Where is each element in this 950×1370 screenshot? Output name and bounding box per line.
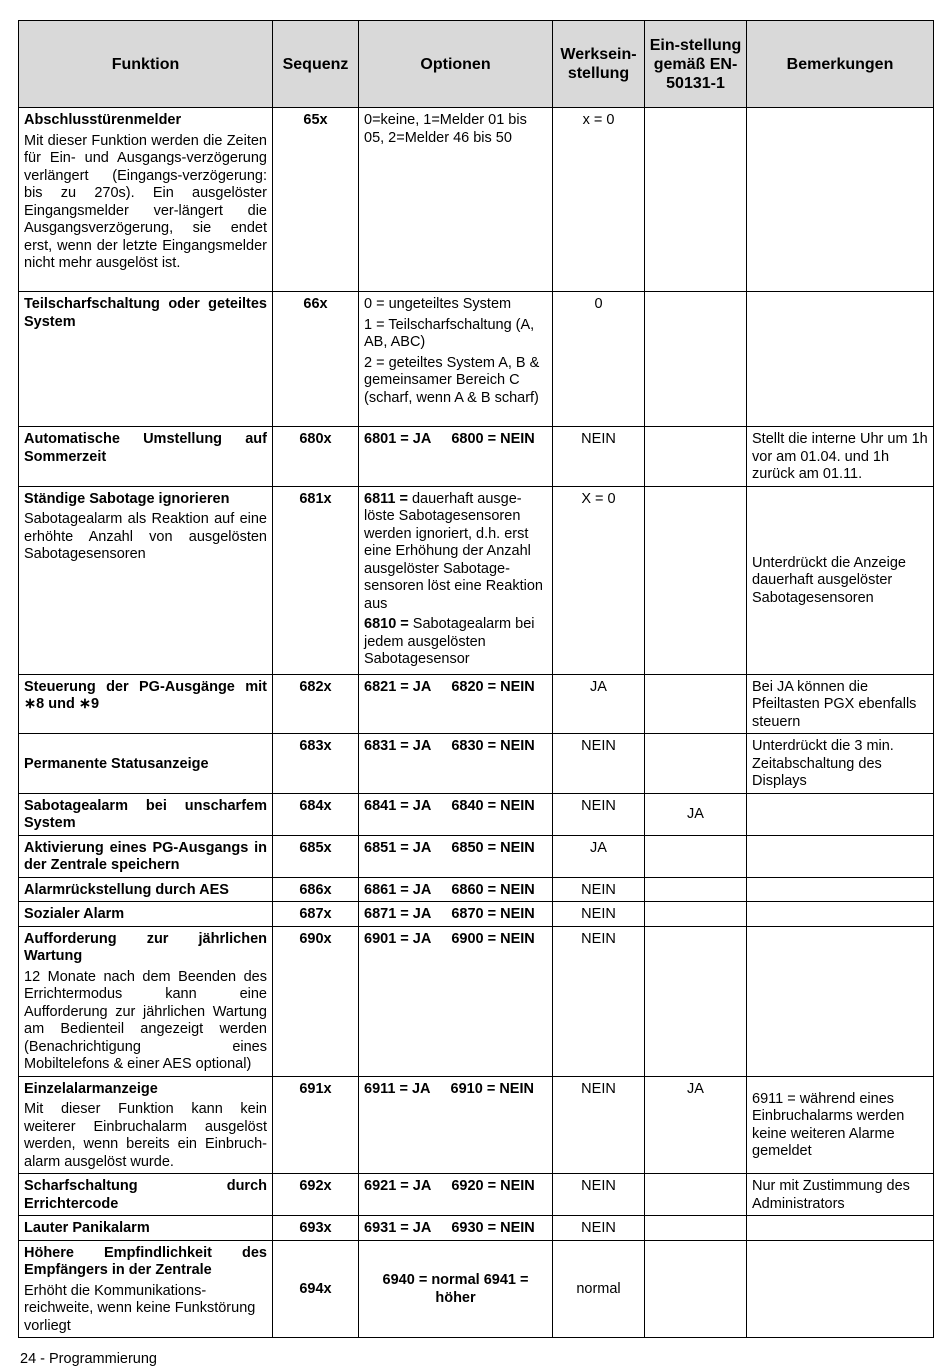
table-row bbox=[19, 1076, 934, 1174]
options-cell bbox=[359, 793, 553, 835]
en-cell: JA bbox=[645, 793, 747, 835]
function-title: Abschlusstürenmelder bbox=[24, 112, 182, 128]
option-line: 0=keine, 1=Melder 01 bis 05, 2=Melder 46 bis 50 bbox=[364, 112, 527, 146]
sequence-cell: 684x bbox=[273, 793, 359, 835]
function-title: Lauter Panikalarm bbox=[24, 1220, 150, 1236]
function-title: Steuerung der PG-Ausgänge mit ∗8 und ∗9 bbox=[24, 678, 267, 712]
default-cell: 0 bbox=[553, 292, 645, 427]
remarks-cell bbox=[747, 1216, 934, 1241]
sequence-cell: 693x bbox=[273, 1216, 359, 1241]
table-row bbox=[19, 734, 934, 794]
en-cell: JA bbox=[645, 1076, 747, 1174]
function-title: Einzelalarmanzeige bbox=[24, 1080, 158, 1097]
option-nein: 6830 = NEIN bbox=[451, 738, 535, 754]
function-description: 12 Monate nach dem Beenden des Errichtermodus kann eine Aufforderung zur jährlichen Wartung am Bedienteil angezeigt werden (Benachrichtigung eines Mobiltelefons & einer AES optional) bbox=[24, 968, 267, 1072]
en-cell bbox=[645, 1216, 747, 1241]
en-cell bbox=[645, 108, 747, 292]
option-line: 0 = ungeteiltes System bbox=[364, 296, 512, 312]
col-header-optionen: Optionen bbox=[359, 21, 553, 108]
col-header-funktion: Funktion bbox=[19, 21, 273, 108]
option-ja: 6851 = JA bbox=[364, 839, 432, 856]
option-ja: 6901 = JA bbox=[364, 930, 432, 947]
sequence-cell: 682x bbox=[273, 674, 359, 734]
option-ja: 6841 = JA bbox=[364, 797, 432, 814]
options-cell bbox=[359, 926, 553, 1076]
funktion-cell bbox=[19, 877, 273, 902]
funktion-cell bbox=[19, 902, 273, 927]
table-row bbox=[19, 674, 934, 734]
remarks-cell: Stellt die interne Uhr um 1h vor am 01.04. und 1h zurück am 01.11. bbox=[747, 427, 934, 487]
funktion-cell bbox=[19, 835, 273, 877]
sequence-cell: 65x bbox=[273, 108, 359, 292]
col-header-sequenz: Sequenz bbox=[273, 21, 359, 108]
default-cell: NEIN bbox=[553, 877, 645, 902]
en-cell bbox=[645, 835, 747, 877]
funktion-cell bbox=[19, 1240, 273, 1338]
remarks-cell bbox=[747, 877, 934, 902]
funktion-cell bbox=[19, 926, 273, 1076]
option-line bbox=[364, 491, 547, 614]
default-cell: NEIN bbox=[553, 902, 645, 927]
default-cell: NEIN bbox=[553, 427, 645, 487]
function-title: Aktivierung eines PG-Ausgangs in der Zentrale speichern bbox=[24, 839, 267, 873]
options-cell bbox=[359, 108, 553, 292]
sequence-cell: 687x bbox=[273, 902, 359, 927]
option-line bbox=[364, 616, 547, 669]
en-cell bbox=[645, 902, 747, 927]
en-cell bbox=[645, 1240, 747, 1338]
en-cell bbox=[645, 486, 747, 674]
funktion-cell bbox=[19, 793, 273, 835]
option-code: 6810 = bbox=[364, 616, 409, 632]
default-cell: NEIN bbox=[553, 1216, 645, 1241]
en-cell bbox=[645, 1174, 747, 1216]
remarks-cell bbox=[747, 835, 934, 877]
funktion-cell bbox=[19, 486, 273, 674]
table-row bbox=[19, 835, 934, 877]
en-cell bbox=[645, 292, 747, 427]
en-cell bbox=[645, 877, 747, 902]
table-row bbox=[19, 793, 934, 835]
default-cell: NEIN bbox=[553, 1076, 645, 1174]
option-nein: 6930 = NEIN bbox=[451, 1220, 535, 1236]
sequence-cell: 685x bbox=[273, 835, 359, 877]
sequence-cell: 66x bbox=[273, 292, 359, 427]
funktion-cell bbox=[19, 674, 273, 734]
option-nein: 6840 = NEIN bbox=[451, 797, 535, 814]
option-ja: 6921 = JA bbox=[364, 1178, 432, 1194]
sequence-cell: 683x bbox=[273, 734, 359, 794]
funktion-cell bbox=[19, 1174, 273, 1216]
funktion-cell bbox=[19, 427, 273, 487]
function-description: Mit dieser Funktion werden die Zeiten für Ein- und Ausgangs-verzögerung verlängert (Eingangs-verzögerung: bis zu 270s). Ein ausgelöster Eingangsmelder ver-längert die Ausgangsverzögerung, sie endet erst, wenn der letzte Eingangsmelder nicht mehr ausgelöst ist. bbox=[24, 132, 267, 271]
function-title: Automatische Umstellung auf Sommerzeit bbox=[24, 431, 267, 465]
default-cell: x = 0 bbox=[553, 108, 645, 292]
programming-table bbox=[18, 20, 934, 1338]
default-cell: JA bbox=[553, 674, 645, 734]
remarks-cell: Unterdrückt die Anzeige dauerhaft ausgelöster Sabotagesensoren bbox=[747, 486, 934, 674]
en-cell bbox=[645, 734, 747, 794]
remarks-cell bbox=[747, 926, 934, 1076]
option-ja: 6911 = JA bbox=[364, 1080, 431, 1097]
remarks-cell bbox=[747, 902, 934, 927]
option-ja: 6861 = JA bbox=[364, 881, 432, 898]
option-ja: 6801 = JA bbox=[364, 431, 432, 447]
funktion-cell bbox=[19, 292, 273, 427]
header-row bbox=[19, 21, 934, 108]
remarks-cell: Bei JA können die Pfeiltasten PGX ebenfalls steuern bbox=[747, 674, 934, 734]
option-nein: 6800 = NEIN bbox=[451, 431, 535, 447]
page-footer: 24 - Programmierung bbox=[20, 1351, 157, 1367]
function-title: Sozialer Alarm bbox=[24, 906, 125, 922]
table-row bbox=[19, 427, 934, 487]
option-line: 1 = Teilscharfschaltung (A, AB, ABC) bbox=[364, 316, 535, 350]
function-description: Mit dieser Funktion kann kein weiterer Einbruchalarm ausgelöst werden, wenn bereits ein Einbruch-alarm ausgelöst wurde. bbox=[24, 1101, 267, 1170]
option-nein: 6850 = NEIN bbox=[451, 839, 535, 856]
remarks-cell bbox=[747, 108, 934, 292]
option-nein: 6900 = NEIN bbox=[451, 930, 535, 947]
option-ja: 6871 = JA bbox=[364, 906, 432, 922]
option-nein: 6870 = NEIN bbox=[451, 906, 535, 922]
function-description: Sabotagealarm als Reaktion auf eine erhöhte Anzahl von ausgelösten Sabotagesensoren bbox=[24, 511, 267, 562]
table-row bbox=[19, 292, 934, 427]
sequence-cell: 690x bbox=[273, 926, 359, 1076]
function-title: Scharfschaltung durch Errichtercode bbox=[24, 1178, 267, 1212]
options-cell bbox=[359, 674, 553, 734]
option-ja: 6821 = JA bbox=[364, 678, 432, 695]
table-row bbox=[19, 877, 934, 902]
option-line: 2 = geteiltes System A, B & gemeinsamer Bereich C (scharf, wenn A & B scharf) bbox=[364, 354, 540, 406]
option-nein: 6910 = NEIN bbox=[450, 1080, 534, 1097]
option-ja: 6831 = JA bbox=[364, 738, 432, 754]
col-header-bemerkungen: Bemerkungen bbox=[747, 21, 934, 108]
function-title: Teilscharfschaltung oder geteiltes System bbox=[24, 296, 267, 330]
remarks-cell bbox=[747, 292, 934, 427]
table-row bbox=[19, 486, 934, 674]
option-nein: 6920 = NEIN bbox=[451, 1178, 535, 1194]
en-cell bbox=[645, 674, 747, 734]
table-row bbox=[19, 1240, 934, 1338]
function-title: Ständige Sabotage ignorieren bbox=[24, 490, 230, 507]
function-description: Erhöht die Kommunikations-reichweite, wenn keine Funkstörung vorliegt bbox=[24, 1282, 256, 1334]
options-cell bbox=[359, 835, 553, 877]
options-cell bbox=[359, 427, 553, 487]
default-cell: NEIN bbox=[553, 1174, 645, 1216]
default-cell: JA bbox=[553, 835, 645, 877]
function-title: Alarmrückstellung durch AES bbox=[24, 881, 229, 898]
remarks-cell bbox=[747, 1240, 934, 1338]
default-cell: NEIN bbox=[553, 926, 645, 1076]
sequence-cell: 681x bbox=[273, 486, 359, 674]
col-header-en: Ein-stellung gemäß EN-50131-1 bbox=[645, 21, 747, 108]
remarks-cell: Nur mit Zustimmung des Administrators bbox=[747, 1174, 934, 1216]
default-cell: X = 0 bbox=[553, 486, 645, 674]
options-cell bbox=[359, 877, 553, 902]
sequence-cell: 692x bbox=[273, 1174, 359, 1216]
funktion-cell bbox=[19, 1216, 273, 1241]
options-cell: 6940 = normal 6941 = höher bbox=[359, 1240, 553, 1338]
options-cell bbox=[359, 292, 553, 427]
options-cell bbox=[359, 1174, 553, 1216]
sequence-cell: 686x bbox=[273, 877, 359, 902]
default-cell: NEIN bbox=[553, 734, 645, 794]
sequence-cell: 680x bbox=[273, 427, 359, 487]
remarks-cell: Unterdrückt die 3 min. Zeitabschaltung des Displays bbox=[747, 734, 934, 794]
default-cell: NEIN bbox=[553, 793, 645, 835]
sequence-cell: 691x bbox=[273, 1076, 359, 1174]
option-nein: 6860 = NEIN bbox=[451, 881, 535, 898]
funktion-cell bbox=[19, 108, 273, 292]
function-title: Sabotagealarm bei unscharfem System bbox=[24, 797, 267, 831]
funktion-cell bbox=[19, 1076, 273, 1174]
function-title: Höhere Empfindlichkeit des Empfängers in der Zentrale bbox=[24, 1244, 267, 1278]
table-row bbox=[19, 902, 934, 927]
table-row bbox=[19, 108, 934, 292]
remarks-cell bbox=[747, 793, 934, 835]
table-row bbox=[19, 926, 934, 1076]
remarks-cell: 6911 = während eines Einbruchalarms werden keine weiteren Alarme gemeldet bbox=[747, 1076, 934, 1174]
option-ja: 6931 = JA bbox=[364, 1220, 432, 1236]
table-row bbox=[19, 1174, 934, 1216]
options-cell bbox=[359, 1076, 553, 1174]
function-title: Aufforderung zur jährlichen Wartung bbox=[24, 930, 267, 964]
option-code: 6811 = bbox=[364, 490, 408, 507]
option-nein: 6820 = NEIN bbox=[451, 678, 535, 695]
funktion-cell bbox=[19, 734, 273, 794]
function-title: Permanente Statusanzeige bbox=[24, 755, 209, 772]
option-text: Sabotagealarm bei jedem ausgelösten Sabotagesensor bbox=[364, 616, 535, 667]
options-cell bbox=[359, 734, 553, 794]
default-cell: normal bbox=[553, 1240, 645, 1338]
options-cell bbox=[359, 1216, 553, 1241]
en-cell bbox=[645, 926, 747, 1076]
en-cell bbox=[645, 427, 747, 487]
options-cell bbox=[359, 486, 553, 674]
table-row bbox=[19, 1216, 934, 1241]
options-cell bbox=[359, 902, 553, 927]
col-header-werkseinstellung: Werksein-stellung bbox=[553, 21, 645, 108]
option-text: dauerhaft ausge-löste Sabotagesensoren werden ignoriert, d.h. erst eine Erhöhung der Anzahl ausgelöster Sabotage-sensoren löst eine Reaktion aus bbox=[364, 490, 543, 612]
sequence-cell: 694x bbox=[273, 1240, 359, 1338]
